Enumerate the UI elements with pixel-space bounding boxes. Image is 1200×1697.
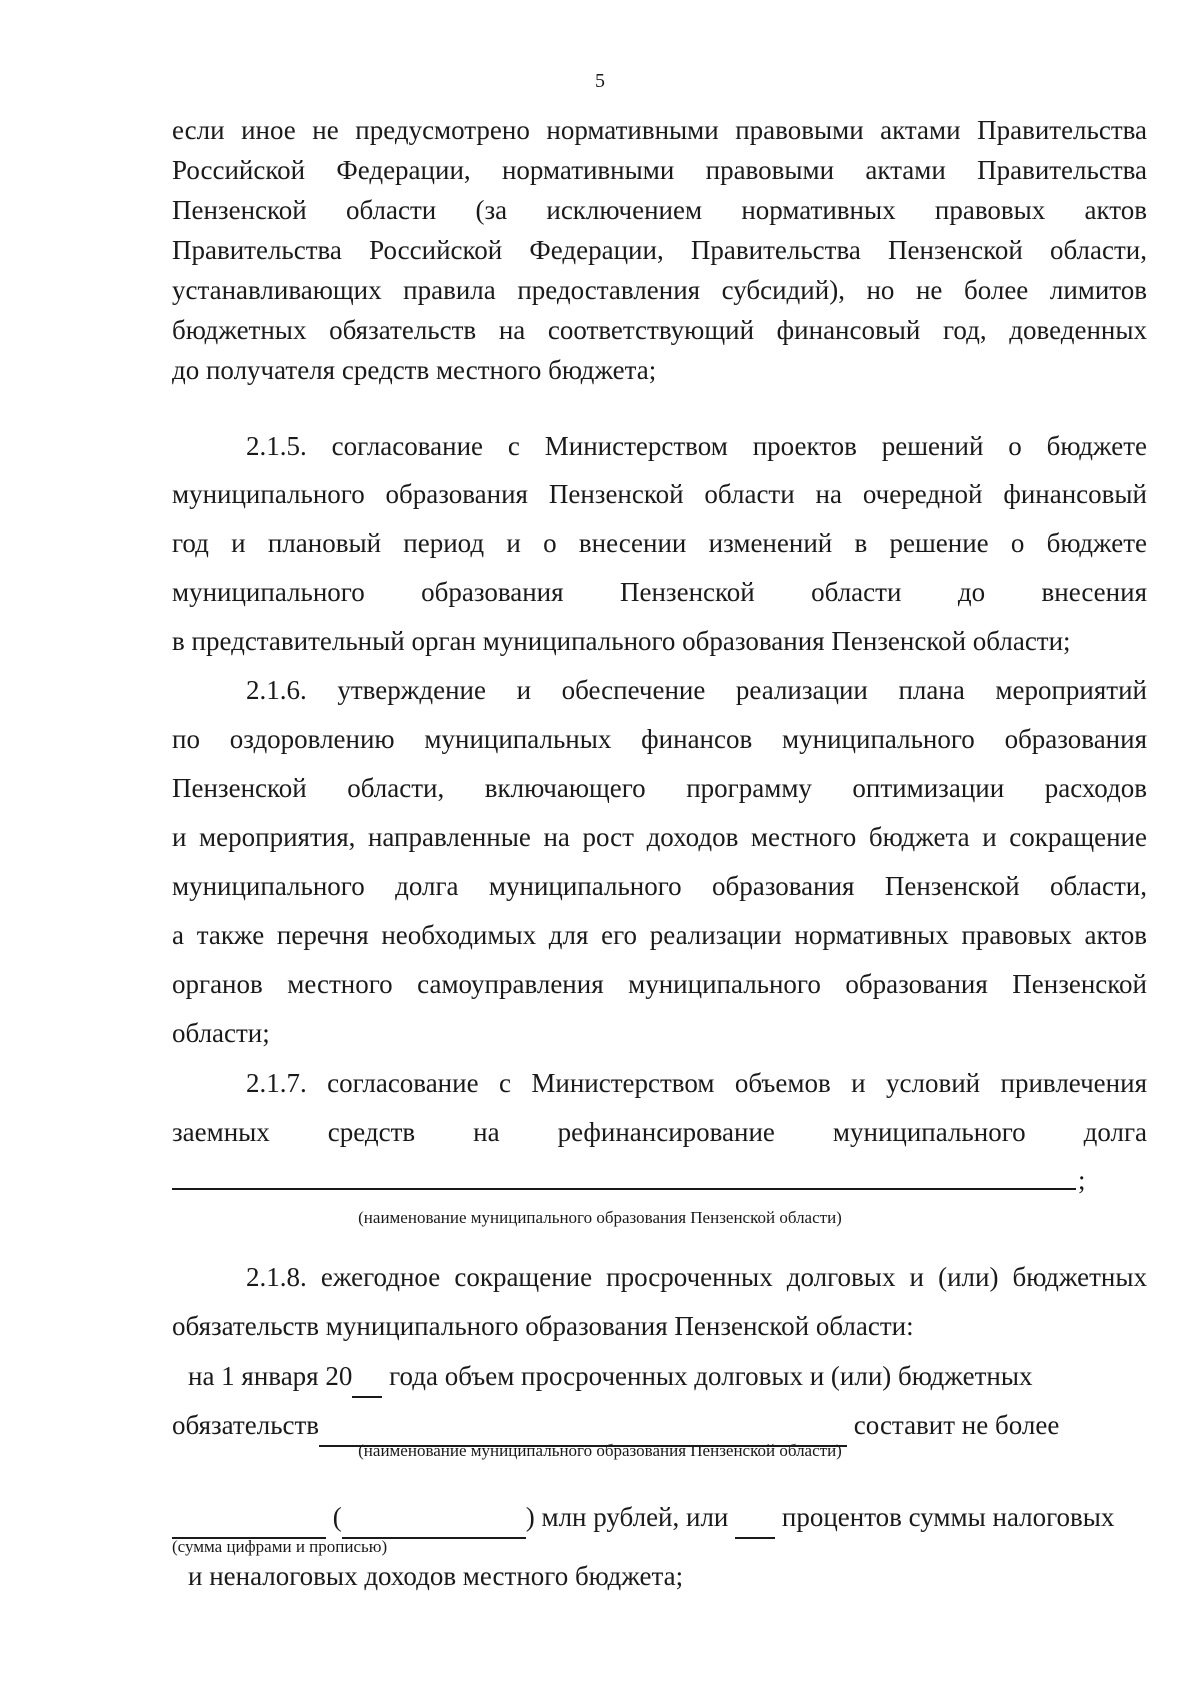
clause-2-1-7: 2.1.7. согласование с Министерством объемов и условий привлечения	[246, 1068, 1147, 1098]
blank-municipality-line	[172, 1188, 1076, 1190]
text-line: муниципального образования Пензенской области на очередной финансовый	[172, 479, 1147, 509]
percent-suffix: процентов суммы налоговых	[775, 1502, 1115, 1532]
text-line: и мероприятия, направленные на рост доходов местного бюджета и сокращение	[172, 822, 1147, 852]
amount-blank	[172, 1497, 326, 1539]
text-line: Российской Федерации, нормативными правовыми актами Правительства	[172, 155, 1147, 185]
text-line: по оздоровлению муниципальных финансов муниципального образования	[172, 724, 1147, 754]
year-blank	[352, 1356, 382, 1398]
amount-suffix: ) млн рублей, или	[525, 1502, 736, 1532]
date-line	[188, 1356, 1148, 1398]
final-line: и неналоговых доходов местного бюджета;	[188, 1561, 684, 1591]
text-line: в представительный орган муниципального образования Пензенской области;	[172, 626, 1071, 656]
text-line: а также перечня необходимых для его реализации нормативных правовых актов	[172, 920, 1147, 950]
text-line: области;	[172, 1018, 270, 1048]
semicolon: ;	[1078, 1165, 1086, 1195]
text-line: муниципального долга муниципального образования Пензенской области,	[172, 871, 1147, 901]
text-line: Пензенской области, включающего программу оптимизации расходов	[172, 773, 1147, 803]
text-line: муниципального образования Пензенской области до внесения	[172, 577, 1147, 607]
text-line: Пензенской области (за исключением нормативных правовых актов	[172, 195, 1147, 225]
date-suffix: года объем просроченных долговых и (или) бюджетных	[382, 1361, 1033, 1391]
clause-2-1-5: 2.1.5. согласование с Министерством проектов решений о бюджете	[246, 431, 1147, 461]
text-line: устанавливающих правила предоставления субсидий), но не более лимитов	[172, 275, 1147, 305]
date-prefix: на 1 января 20	[188, 1361, 353, 1391]
text-line: органов местного самоуправления муниципального образования Пензенской	[172, 969, 1147, 999]
text-line: до получателя средств местного бюджета;	[172, 355, 657, 385]
percent-blank	[735, 1497, 775, 1539]
caption-municipality-2: (наименование муниципального образования Пензенской области)	[358, 1441, 842, 1460]
amount-words-blank	[342, 1497, 526, 1539]
text-line: год и плановый период и о внесении изменений в решение о бюджете	[172, 528, 1147, 558]
caption-sum: (сумма цифрами и прописью)	[172, 1537, 388, 1556]
text-line: бюджетных обязательств на соответствующий финансовый год, доведенных	[172, 315, 1147, 345]
text-line: если иное не предусмотрено нормативными правовыми актами Правительства	[172, 115, 1147, 145]
text-line: обязательств муниципального образования Пензенской области:	[172, 1311, 914, 1341]
text-line: заемных средств на рефинансирование муниципального долга	[172, 1117, 1147, 1147]
amount-line	[172, 1497, 1147, 1539]
page-number: 5	[595, 70, 605, 92]
clause-2-1-8: 2.1.8. ежегодное сокращение просроченных долговых и (или) бюджетных	[246, 1262, 1147, 1292]
text-line: Правительства Российской Федерации, Правительства Пензенской области,	[172, 235, 1147, 265]
paren-open: (	[326, 1502, 342, 1532]
will-be-text: составит не более	[847, 1410, 1060, 1440]
caption-municipality: (наименование муниципального образования Пензенской области)	[358, 1208, 842, 1227]
clause-2-1-6: 2.1.6. утверждение и обеспечение реализации плана мероприятий	[246, 675, 1147, 705]
obligations-word: обязательств	[172, 1410, 320, 1440]
